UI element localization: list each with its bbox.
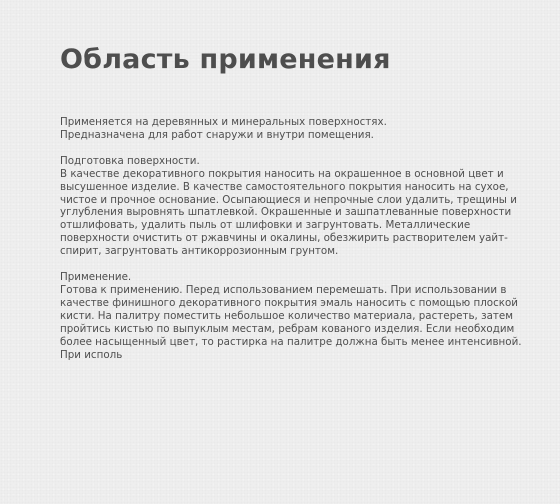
text-line: высушенное изделие. В качестве самостоятельного покрытия наносить на сухое, — [60, 180, 509, 193]
paragraph-heading: Подготовка поверхности. — [60, 154, 200, 167]
paragraph-usage — [60, 271, 520, 361]
text-line: поверхности очистить от ржавчины и окалины, обезжирить растворителем уайт- — [60, 232, 508, 245]
text-line: В качестве декоративного покрытия наносить на окрашенное в основной цвет и — [60, 167, 504, 180]
text-line: При исполь — [60, 348, 123, 361]
paragraph-surface-preparation — [60, 155, 520, 258]
text-line: углубления выровнять шпатлевкой. Окрашенные и зашпатлеванные поверхности — [60, 206, 512, 219]
text-line: Готова к применению. Перед использованием перемешать. При использовании в — [60, 283, 507, 296]
section-title: Область применения — [60, 44, 391, 75]
text-line: чистое и прочное основание. Осыпающиеся и непрочные слои удалить, трещины и — [60, 193, 517, 206]
text-line: спирит, загрунтовать антикоррозионным грунтом. — [60, 245, 339, 258]
text-line: отшлифовать, удалить пыль от шлифовки и загрунтовать. Металлические — [60, 219, 471, 232]
text-line: качестве финишного декоративного покрытия эмаль наносить с помощью плоской — [60, 296, 518, 309]
text-line: Применяется на деревянных и минеральных поверхностях. — [60, 116, 387, 128]
text-line: пройтись кистью по выпуклым местам, ребрам кованого изделия. Если необходим — [60, 322, 515, 335]
text-line: Предназначена для работ снаружи и внутри помещения. — [60, 128, 374, 141]
paragraph-heading: Применение. — [60, 271, 132, 284]
text-line: кисти. На палитру поместить небольшое количество материала, растереть, затем — [60, 309, 513, 322]
paragraph-application-area — [60, 116, 520, 142]
description-body — [60, 116, 520, 374]
text-line: более насыщенный цвет, то растирка на палитре должна быть менее интенсивной. — [60, 335, 522, 348]
